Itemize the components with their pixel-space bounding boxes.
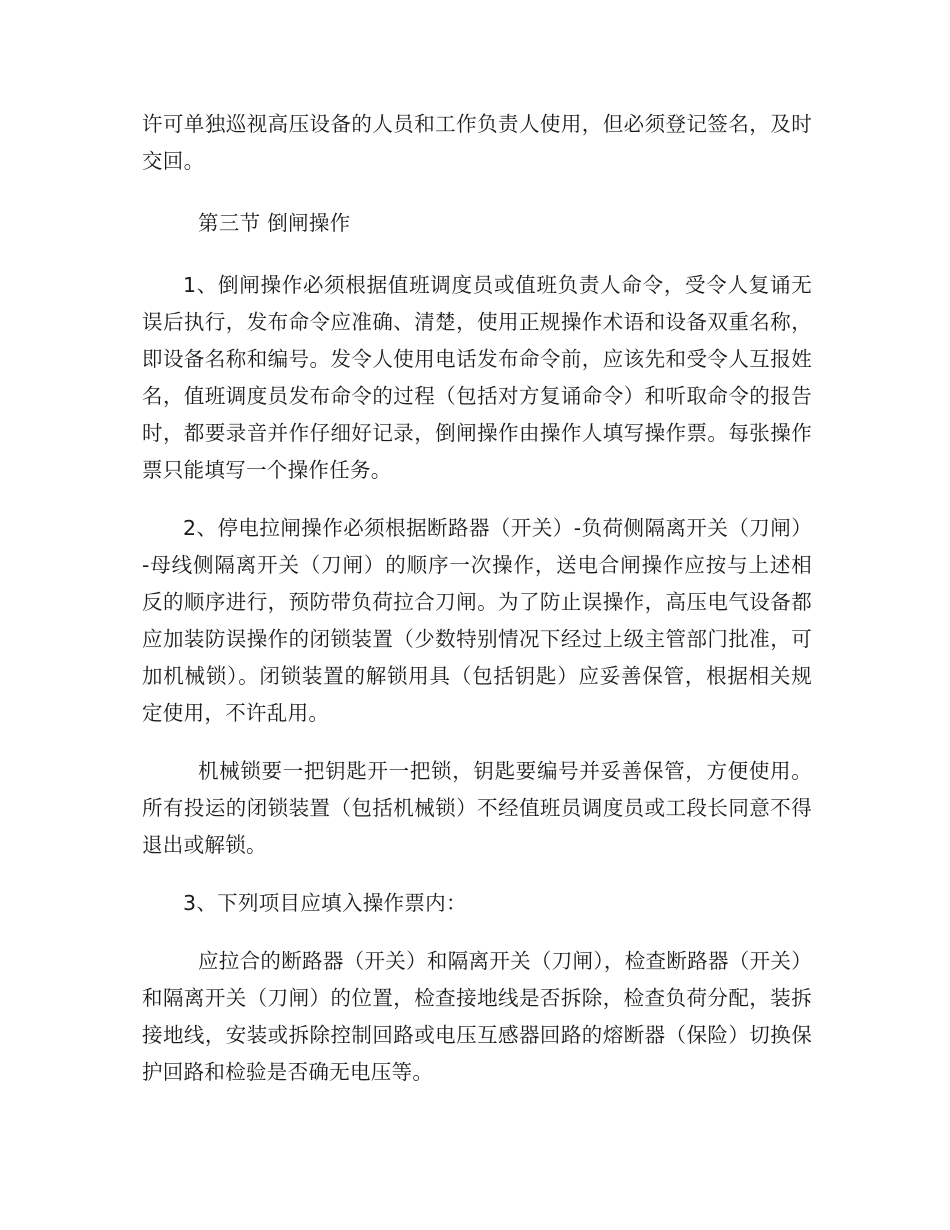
paragraph-item-1: 1、倒闸操作必须根据值班调度员或值班负责人命令，受令人复诵无误后执行，发布命令应准确、清楚，使用正规操作术语和设备双重名称，即设备名称和编号。发令人使用电话发布命令前，应该先和受令人互报姓名，值班调度员发布命令的过程（包括对方复诵命令）和听取命令的报告时，都要录音并作仔细好记录，倒闸操作由操作人填写操作票。每张操作票只能填写一个操作任务。 — [142, 273, 812, 482]
paragraph-ticket-items: 应拉合的断路器（开关）和隔离开关（刀闸），检查断路器（开关）和隔离开关（刀闸）的位置，检查接地线是否拆除，检查负荷分配，装拆接地线，安装或拆除控制回路或电压互感器回路的熔断器（保险）切换保护回路和检验是否确无电压等。 — [142, 949, 812, 1084]
paragraph-item-2: 2、停电拉闸操作必须根据断路器（开关）-负荷侧隔离开关（刀闸）-母线侧隔离开关（刀闸）的顺序一次操作，送电合闸操作应按与上述相反的顺序进行，预防带负荷拉合刀闸。为了防止误操作，高压电气设备都应加装防误操作的闭锁装置（少数特别情况下经过上级主管部门批准，可加机械锁）。闭锁装置的解锁用具（包括钥匙）应妥善保管，根据相关规定使用，不许乱用。 — [142, 516, 812, 725]
paragraph-item-3: 3、下列项目应填入操作票内： — [183, 891, 467, 915]
document-body — [142, 106, 812, 1091]
paragraph-mechanical-lock: 机械锁要一把钥匙开一把锁，钥匙要编号并妥善保管，方便使用。所有投运的闭锁装置（包括机械锁）不经值班员调度员或工段长同意不得退出或解锁。 — [142, 759, 812, 857]
paragraph-continuation: 许可单独巡视高压设备的人员和工作负责人使用，但必须登记签名，及时交回。 — [142, 112, 812, 173]
section-heading: 第三节 倒闸操作 — [198, 211, 351, 235]
